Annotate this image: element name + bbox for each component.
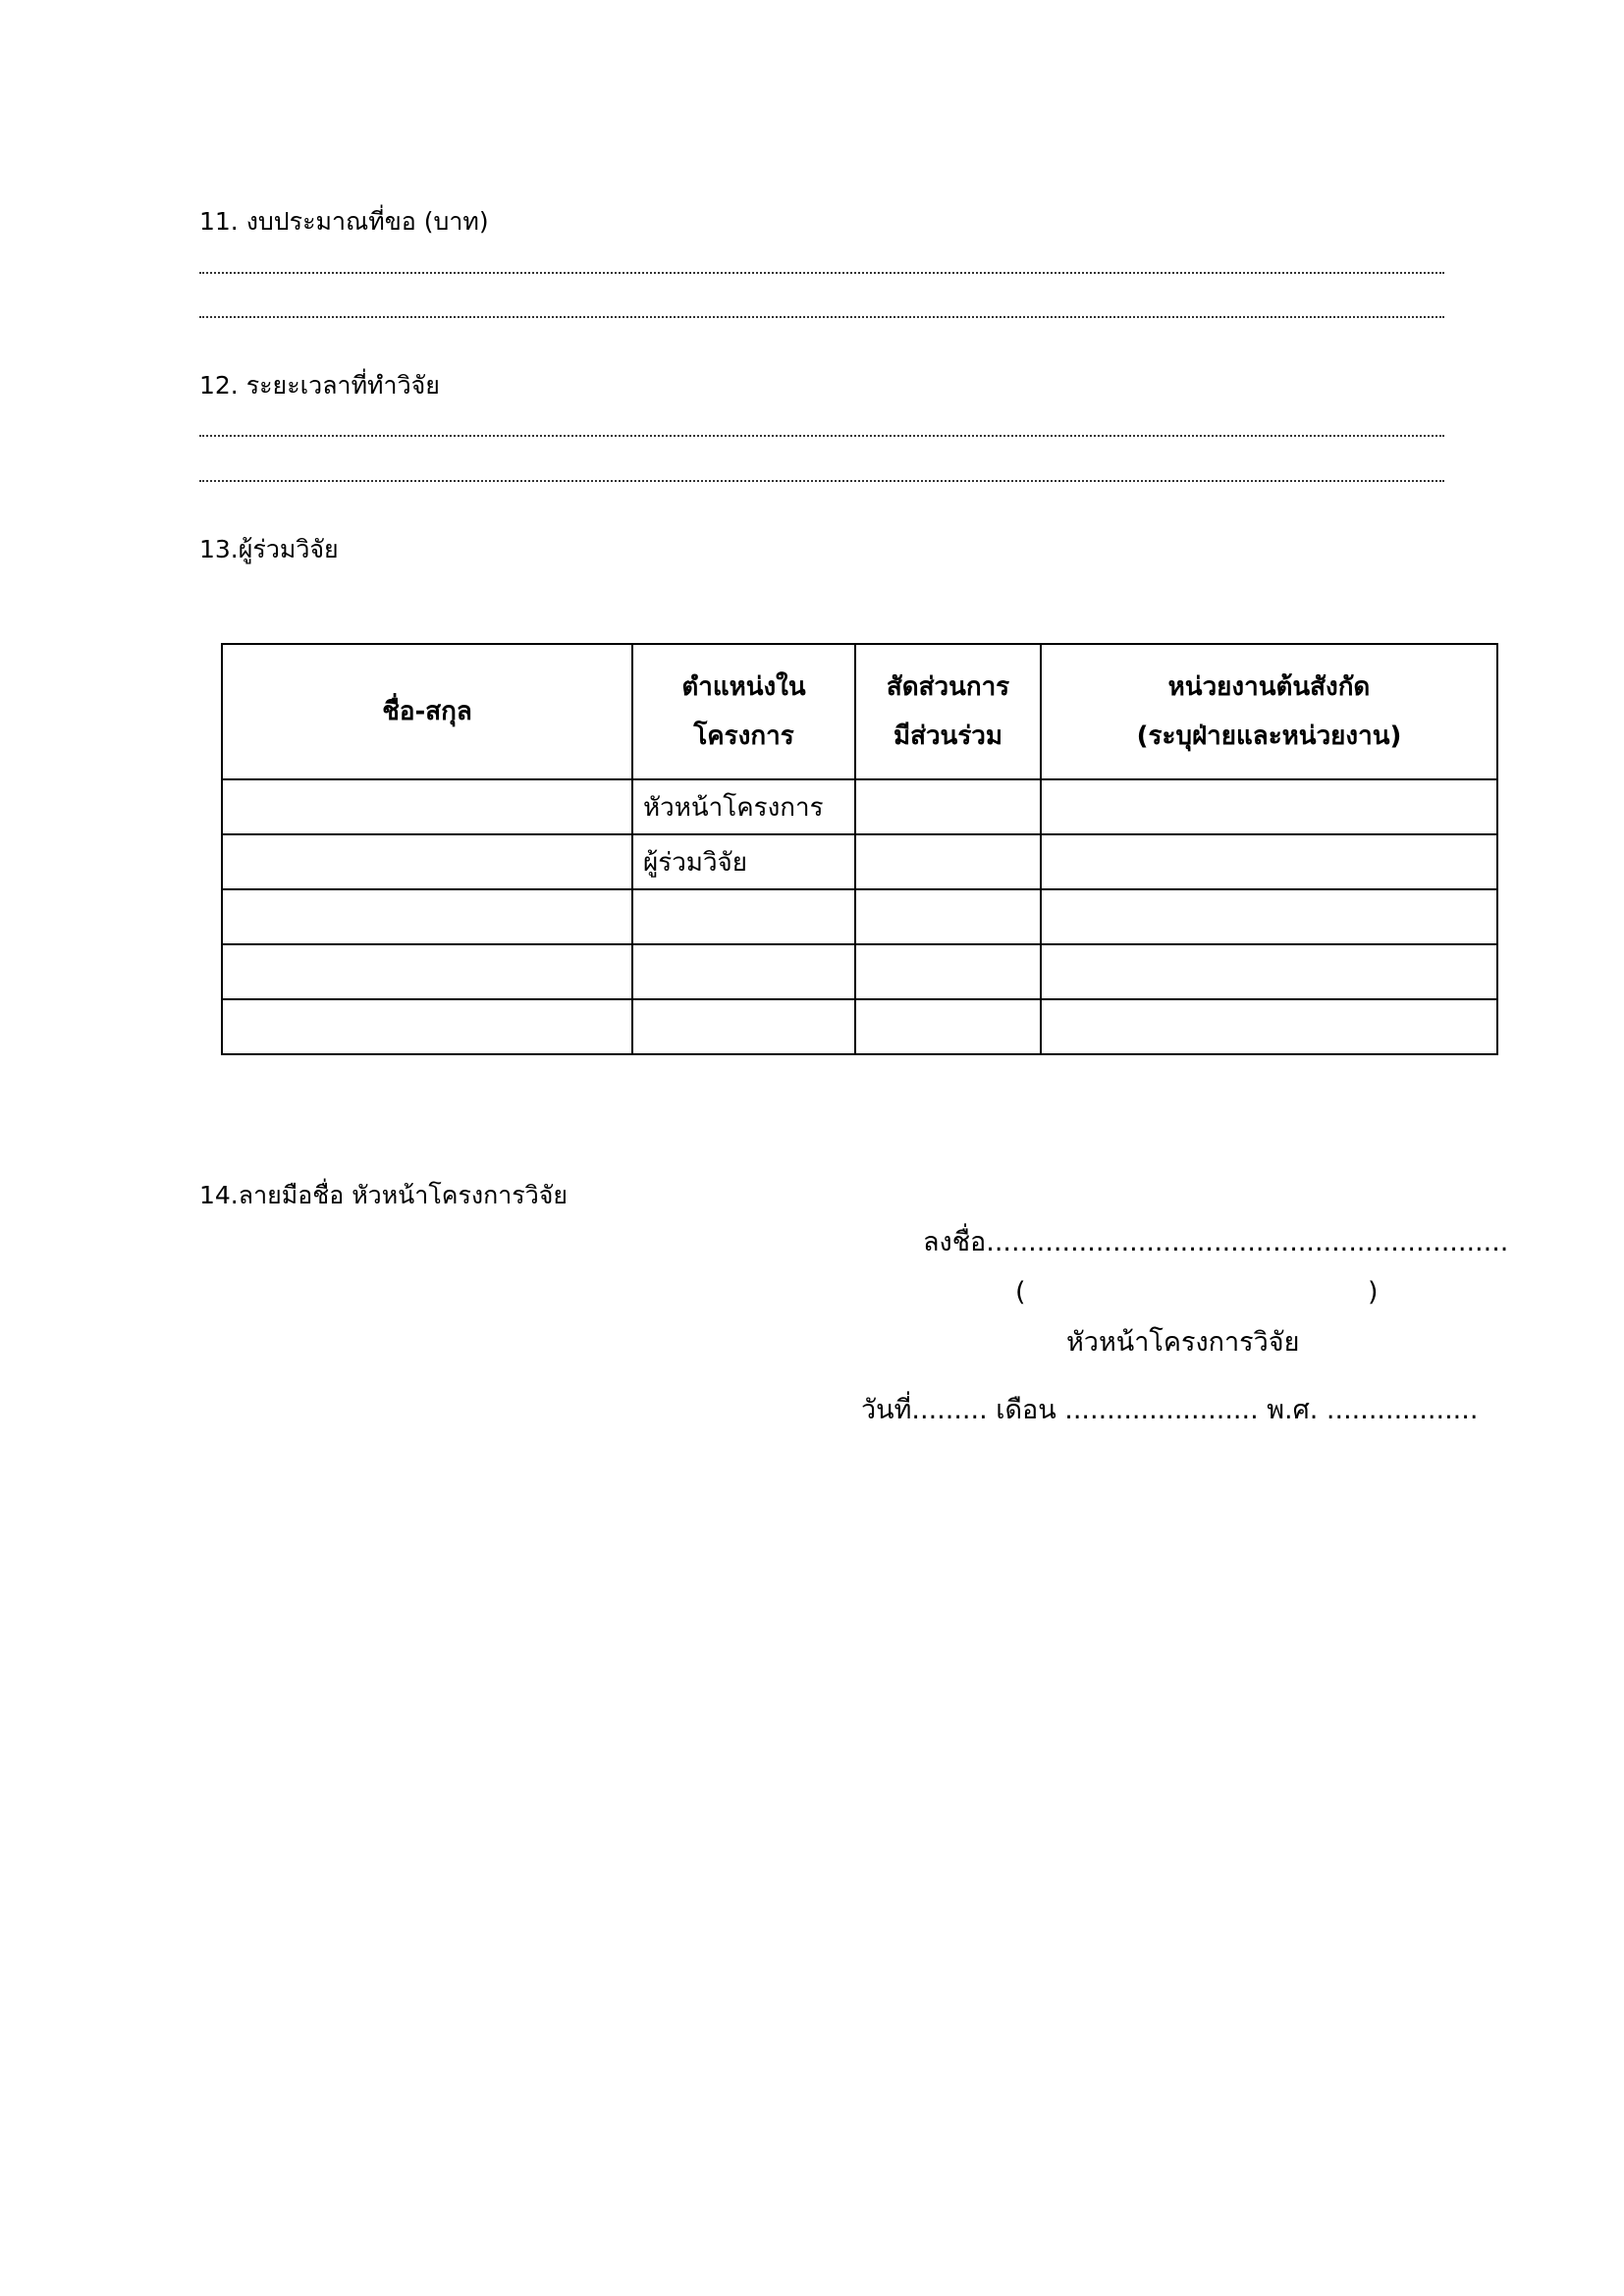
table-cell[interactable] [632, 944, 855, 999]
name-paren-open: ( [1015, 1277, 1026, 1308]
table-cell[interactable] [1041, 834, 1497, 889]
section-11-dotted-line-1 [199, 272, 1444, 274]
column-header-line: ตำแหน่งใน [681, 672, 806, 702]
column-header-line: ชื่อ-สกุล [382, 697, 472, 726]
table-cell[interactable] [222, 944, 632, 999]
name-paren-close: ) [1368, 1277, 1379, 1308]
column-header-line: (ระบุฝ่ายและหน่วยงาน) [1136, 721, 1402, 751]
table-cell[interactable] [222, 779, 632, 834]
table-cell[interactable] [222, 999, 632, 1054]
signer-role: หัวหน้าโครงการวิจัย [1066, 1327, 1300, 1358]
table-header-row [222, 644, 1497, 779]
table-cell[interactable] [1041, 779, 1497, 834]
column-header-line: มีส่วนร่วม [893, 721, 1003, 751]
table-cell[interactable] [632, 889, 855, 944]
table-row [222, 944, 1497, 999]
table-cell[interactable] [855, 999, 1041, 1054]
section-13-heading: 13.ผู้ร่วมวิจัย [199, 535, 339, 563]
table-row [222, 999, 1497, 1054]
table-cell[interactable] [855, 779, 1041, 834]
table-cell[interactable] [855, 834, 1041, 889]
column-header-name [222, 644, 632, 779]
section-11-dotted-line-2 [199, 316, 1444, 318]
column-header-share [855, 644, 1041, 779]
table-cell[interactable]: หัวหน้าโครงการ [632, 779, 855, 834]
section-12-dotted-line-2 [199, 480, 1444, 482]
column-header-line: หน่วยงานต้นสังกัด [1167, 672, 1371, 702]
table-cell[interactable] [1041, 999, 1497, 1054]
table-row [222, 889, 1497, 944]
table-cell[interactable] [855, 944, 1041, 999]
table-cell[interactable] [632, 999, 855, 1054]
date-line: วันที่......... เดือน ....................... พ.ศ. .................. [861, 1395, 1479, 1425]
table-row [222, 834, 1497, 889]
table-cell[interactable] [1041, 889, 1497, 944]
table-cell[interactable] [1041, 944, 1497, 999]
table-cell[interactable] [222, 834, 632, 889]
section-14-heading: 14.ลายมือชื่อ หัวหน้าโครงการวิจัย [199, 1181, 568, 1209]
table-cell[interactable] [222, 889, 632, 944]
section-12-dotted-line-1 [199, 435, 1444, 437]
column-header-position [632, 644, 855, 779]
column-header-line: สัดส่วนการ [886, 672, 1010, 702]
co-researchers-table [221, 643, 1498, 1055]
table-cell[interactable] [855, 889, 1041, 944]
table-cell[interactable]: ผู้ร่วมวิจัย [632, 834, 855, 889]
column-header-affiliation [1041, 644, 1497, 779]
signature-line: ลงชื่อ.............................................................. [923, 1227, 1509, 1257]
column-header-line: โครงการ [693, 721, 794, 751]
section-12-heading: 12. ระยะเวลาที่ทำวิจัย [199, 371, 440, 400]
table-row [222, 779, 1497, 834]
section-11-heading: 11. งบประมาณที่ขอ (บาท) [199, 207, 489, 236]
